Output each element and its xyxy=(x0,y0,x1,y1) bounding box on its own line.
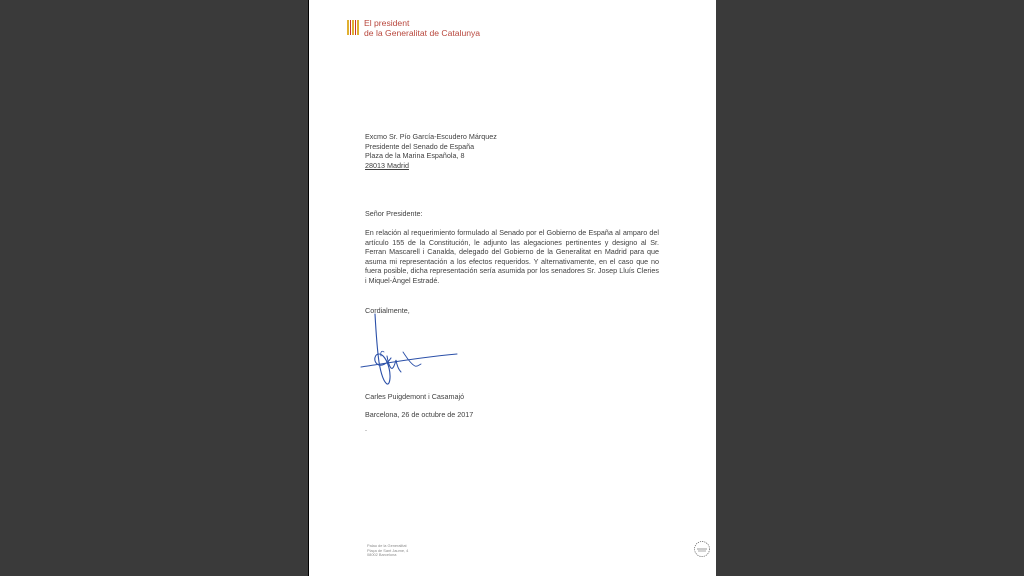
recipient-address xyxy=(365,132,497,170)
signature xyxy=(353,312,458,392)
footer-line1: Palau de la Generalitat xyxy=(367,543,407,548)
senyera-flag-icon xyxy=(347,20,359,35)
closing: Cordialmente, xyxy=(365,306,410,315)
footer-line3: 08002 Barcelona xyxy=(367,552,397,558)
recipient-title: Presidente del Senado de España xyxy=(365,141,475,151)
recipient-city: 28013 Madrid xyxy=(365,160,409,170)
greeting: Señor Presidente: xyxy=(365,209,423,218)
letterhead-line2: de la Generalitat de Catalunya xyxy=(364,27,481,38)
trailing-mark: . xyxy=(365,424,367,433)
recipient-name: Excmo Sr. Pío García-Escudero Márquez xyxy=(365,132,497,141)
letterhead-line1: El president xyxy=(364,18,410,28)
signer-name: Carles Puigdemont i Casamajó xyxy=(365,392,465,401)
footer-line2: Plaça de Sant Jaume, 4 xyxy=(367,547,409,553)
letter-body: En relación al requerimiento formulado al Senado por el Gobierno de España al amparo del artículo 155 de la Constitución, le adjunto las alegaciones pertinentes y designo al Sr. Ferran Mascarell i Canalda, delegado del Gobierno de la Generalitat en Madrid para que asuma mi representación a los efectos requeridos. Y alternativamente, en el caso que no fuera posible, dicha representación sería asumida por los senadores Sr. Josep Lluís Cleries i Miquel-Àngel Estradé. xyxy=(365,228,659,285)
seal-icon xyxy=(693,540,711,558)
recipient-street: Plaza de la Marina Española, 8 xyxy=(365,151,465,161)
right-frame-bar xyxy=(716,0,1024,576)
letterhead xyxy=(347,19,480,38)
left-frame-bar xyxy=(0,0,308,576)
footer-address xyxy=(367,544,408,558)
letter-page xyxy=(309,0,716,576)
letterhead-text xyxy=(364,19,480,38)
place-date: Barcelona, 26 de octubre de 2017 xyxy=(365,410,474,419)
